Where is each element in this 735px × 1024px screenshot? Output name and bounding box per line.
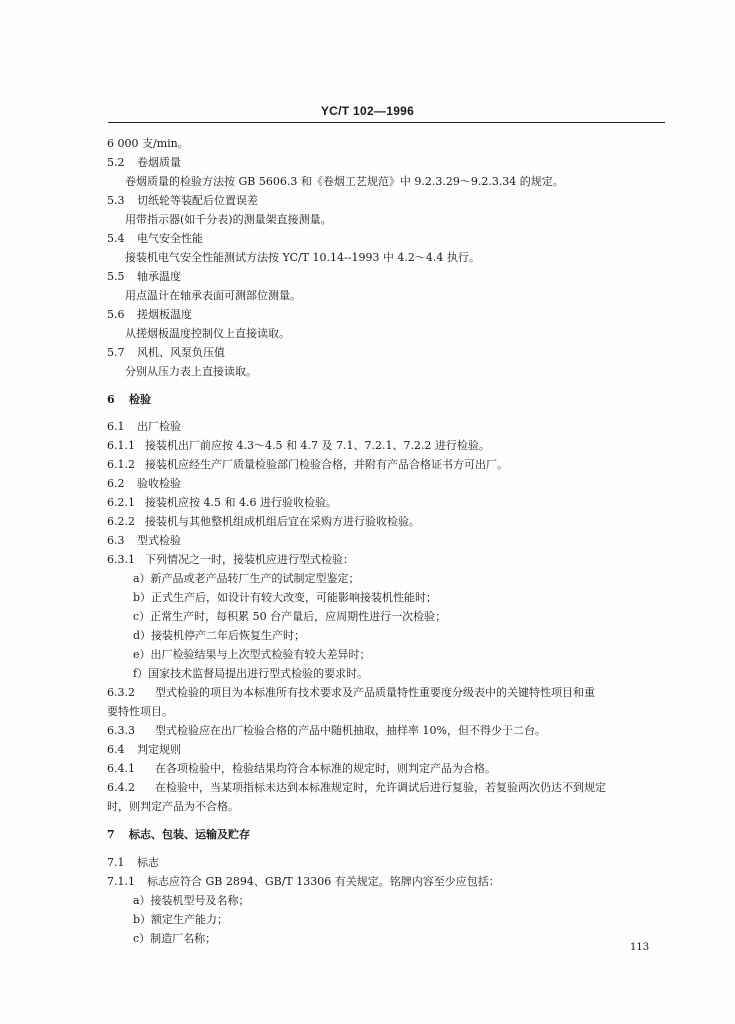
line-text: 接装机电气安全性能测试方法按 YC/T 10.14--1993 中 4.2～4.4 执行。 <box>125 251 480 264</box>
line-text: 标志应符合 GB 2894、GB/T 13306 有关规定。铭牌内容至少应包括： <box>147 875 500 888</box>
section-number: 5.7 <box>107 346 125 359</box>
section-number: 6.2 <box>107 477 125 490</box>
section-heading <box>107 308 192 322</box>
clause-line <box>107 458 508 472</box>
line-text: 分别从压力表上直接读取。 <box>125 365 257 378</box>
list-item <box>133 913 228 927</box>
line-text: c）正常生产时，每积累 50 台产量后，应周期性进行一次检验； <box>133 610 447 623</box>
section-heading <box>107 420 181 434</box>
section-number: 5.6 <box>107 308 125 321</box>
chapter-title: 标志、包装、运输及贮存 <box>129 828 250 841</box>
section-number: 6.1 <box>107 420 125 433</box>
clause-number: 6.1.2 <box>107 458 135 471</box>
section-heading <box>107 346 225 360</box>
line-text: 卷烟质量的检验方法按 GB 5606.3 和《卷烟工艺规范》中 9.2.3.29～9.2.3.34 的规定。 <box>125 175 564 188</box>
chapter-number: 6 <box>107 393 115 406</box>
paragraph-line <box>107 705 173 719</box>
line-text: 接装机出厂前应按 4.3～4.5 和 4.7 及 7.1、7.2.1、7.2.2 进行检验。 <box>145 439 490 452</box>
line-text: b）正式生产后，如设计有较大改变，可能影响接装机性能时； <box>133 591 438 604</box>
section-number: 5.2 <box>107 156 125 169</box>
paragraph-line <box>125 289 301 303</box>
chapter-heading <box>107 828 250 842</box>
header-rule <box>108 122 665 123</box>
list-item <box>133 932 216 946</box>
section-heading <box>107 194 258 208</box>
section-title: 型式检验 <box>137 534 181 547</box>
clause-number: 6.4.2 <box>107 781 135 794</box>
section-title: 风机、风泵负压值 <box>137 346 225 359</box>
clause-line <box>107 439 490 453</box>
paragraph-line <box>125 251 480 265</box>
section-heading <box>107 156 181 170</box>
clause-number: 6.3.1 <box>107 553 135 566</box>
section-heading <box>107 270 181 284</box>
line-text: e）出厂检验结果与上次型式检验有较大差异时； <box>133 648 371 661</box>
clause-line <box>107 762 496 776</box>
clause-number: 6.4.1 <box>107 762 135 775</box>
clause-number: 6.2.2 <box>107 515 135 528</box>
section-number: 6.3 <box>107 534 125 547</box>
line-text: 下列情况之一时，接装机应进行型式检验： <box>145 553 354 566</box>
section-heading <box>107 477 181 491</box>
line-text: 接装机与其他整机组成机组后宜在采购方进行验收检验。 <box>145 515 420 528</box>
clause-number: 6.1.1 <box>107 439 135 452</box>
section-title: 切纸轮等装配后位置误差 <box>137 194 258 207</box>
line-text: 要特性项目。 <box>107 705 173 718</box>
page-header: YC/T 102—1996 <box>320 104 415 118</box>
line-text: 用带指示器(如千分表)的测量架直接测量。 <box>125 213 332 226</box>
list-item <box>133 591 437 605</box>
list-item <box>133 610 446 624</box>
line-text: c）制造厂名称； <box>133 932 217 945</box>
section-heading <box>107 232 203 246</box>
section-title: 电气安全性能 <box>137 232 203 245</box>
section-heading <box>107 534 181 548</box>
paragraph-line <box>125 175 564 189</box>
line-text: 用点温计在轴承表面可测部位测量。 <box>125 289 301 302</box>
section-number: 7.1 <box>107 856 125 869</box>
section-title: 出厂检验 <box>137 420 181 433</box>
line-text: 从搓烟板温度控制仪上直接读取。 <box>125 327 290 340</box>
clause-line <box>107 496 337 510</box>
line-text: a）新产品或老产品转厂生产的试制定型鉴定； <box>133 572 360 585</box>
paragraph-line <box>125 365 257 379</box>
page-number: 113 <box>630 942 650 953</box>
list-item <box>133 572 360 586</box>
section-heading <box>107 856 159 870</box>
line-text: 接装机应经生产厂质量检验部门检验合格，并附有产品合格证书方可出厂。 <box>145 458 508 471</box>
clause-line <box>107 724 546 738</box>
list-item <box>133 667 368 681</box>
section-number: 5.5 <box>107 270 125 283</box>
section-number: 6.4 <box>107 743 125 756</box>
line-text: b）额定生产能力； <box>133 913 229 926</box>
chapter-title: 检验 <box>129 393 151 406</box>
clause-number: 6.3.3 <box>107 724 135 737</box>
line-text: 6 000 支/min。 <box>107 137 189 150</box>
section-title: 轴承温度 <box>137 270 181 283</box>
section-number: 5.4 <box>107 232 125 245</box>
line-text: 在检验中，当某项指标未达到本标准规定时，允许调试后进行复验，若复验两次仍达不到规定 <box>155 781 606 794</box>
text-line <box>107 137 189 151</box>
chapter-number: 7 <box>107 828 115 841</box>
clause-line <box>107 686 595 700</box>
line-text: 在各项检验中，检验结果均符合本标准的规定时，则判定产品为合格。 <box>155 762 496 775</box>
clause-line <box>107 515 420 529</box>
clause-line <box>107 781 606 795</box>
chapter-heading <box>107 393 151 407</box>
paragraph-line <box>125 327 290 341</box>
list-item <box>133 629 305 643</box>
list-item <box>133 894 250 908</box>
clause-number: 7.1.1 <box>107 875 135 888</box>
list-item <box>133 648 371 662</box>
line-text: 型式检验的项目为本标准所有技术要求及产品质量特性重要度分级表中的关键特性项目和重 <box>155 686 595 699</box>
clause-line <box>107 875 500 889</box>
section-title: 验收检验 <box>137 477 181 490</box>
section-title: 标志 <box>137 856 159 869</box>
paragraph-line <box>107 800 239 814</box>
line-text: 时，则判定产品为不合格。 <box>107 800 239 813</box>
clause-number: 6.3.2 <box>107 686 135 699</box>
clause-line <box>107 553 354 567</box>
section-heading <box>107 743 181 757</box>
line-text: 型式检验应在出厂检验合格的产品中随机抽取，抽样率 10%，但不得少于二台。 <box>155 724 546 737</box>
section-title: 判定规则 <box>137 743 181 756</box>
clause-number: 6.2.1 <box>107 496 135 509</box>
section-title: 卷烟质量 <box>137 156 181 169</box>
section-title: 搓烟板温度 <box>137 308 192 321</box>
section-number: 5.3 <box>107 194 125 207</box>
line-text: a）接装机型号及名称； <box>133 894 250 907</box>
line-text: d）接装机停产二年后恢复生产时； <box>133 629 306 642</box>
paragraph-line <box>125 213 332 227</box>
line-text: f）国家技术监督局提出进行型式检验的要求时。 <box>133 667 369 680</box>
line-text: 接装机应按 4.5 和 4.6 进行验收检验。 <box>145 496 337 509</box>
